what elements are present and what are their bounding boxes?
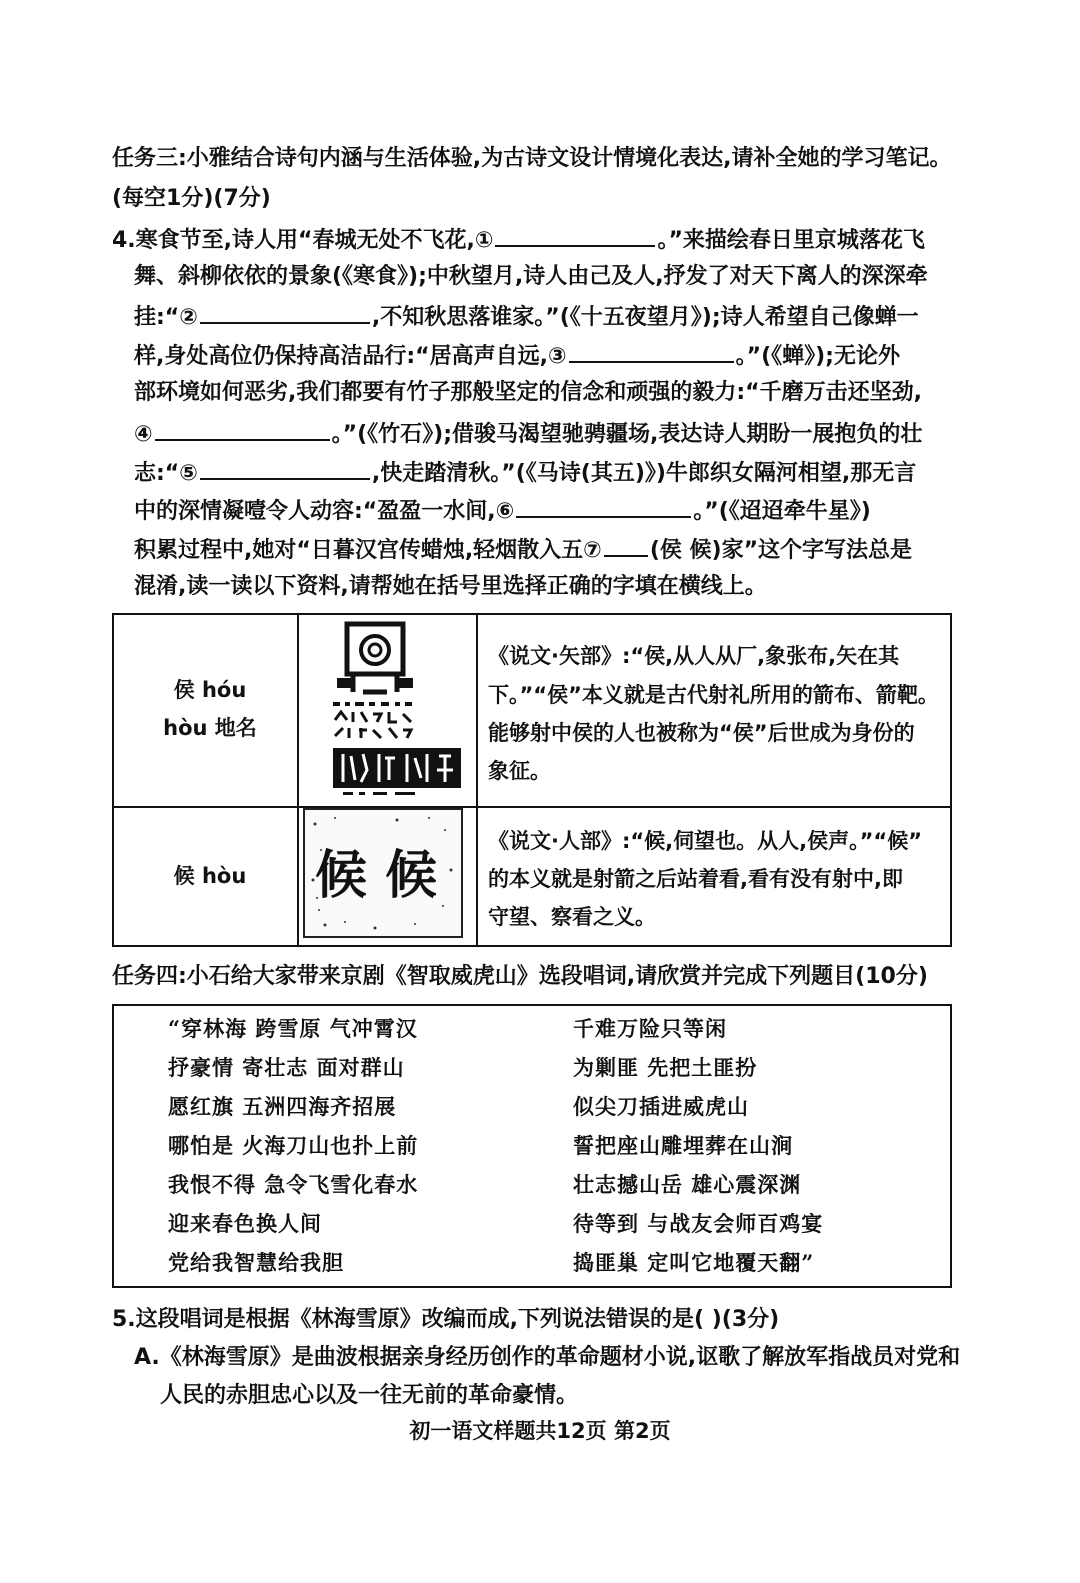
answer-blank-1[interactable] [495, 223, 655, 247]
q4-line2: 舞、斜柳依依的景象(《寒食》);中秋望月,诗人由己及人,抒发了对天下离人的深深牵 [134, 264, 928, 289]
lyric-right-line: 誓把座山雕埋葬在山涧 [573, 1133, 793, 1158]
q4-text: 样,身处高位仍保持高洁品行:“居高声自远,③ [134, 344, 567, 369]
q4-line10: 混淆,读一读以下资料,请帮她在括号里选择正确的字填在横线上。 [134, 574, 767, 599]
lyric-left-line: 抒豪情 寄壮志 面对群山 [168, 1055, 405, 1080]
q4-line8 [134, 494, 871, 527]
answer-blank-2[interactable] [200, 300, 370, 324]
row2-text-line: 守望、察看之义。 [488, 905, 656, 929]
q4-line4 [134, 339, 900, 372]
q4-line7 [134, 456, 916, 489]
lyric-left-line: 党给我智慧给我胆 [168, 1250, 344, 1275]
row1-char-reading: hòu 地名 [163, 716, 257, 740]
q4-text: 志:“⑤ [134, 461, 198, 486]
task4-title: 任务四:小石给大家带来京剧《智取威虎山》选段唱词,请欣赏并完成下列题目(10分) [112, 964, 928, 989]
lyric-right-line: 似尖刀插进威虎山 [573, 1094, 749, 1119]
answer-blank-7[interactable] [604, 533, 648, 557]
lyric-right-line: 千难万险只等闲 [573, 1016, 727, 1041]
q4-text: 。”来描绘春日里京城落花飞 [657, 228, 925, 253]
calligraphy-glyph: 候 候 [315, 845, 438, 906]
lyric-left-line: 愿红旗 五洲四海齐招展 [168, 1094, 397, 1119]
q4-text: 挂:“② [134, 305, 198, 330]
q4-text: ,不知秋思落谁家。”(《十五夜望月》);诗人希望自己像蝉一 [371, 305, 919, 330]
calligraphy-image [303, 808, 463, 938]
ancient-script-image [303, 620, 468, 798]
task3-title-line2: (每空1分)(7分) [112, 186, 271, 211]
q4-text: (侯 候)家”这个字写法总是 [649, 538, 913, 563]
q4-line5: 部环境如何恶劣,我们都要有竹子那般坚定的信念和顽强的毅力:“千磨万击还坚劲, [134, 380, 922, 405]
q4-line1 [112, 223, 925, 256]
table-divider [297, 615, 299, 945]
q4-line9 [134, 533, 912, 566]
row1-text-line: 《说文·矢部》:“侯,从人从厂,象张布,矢在其 [488, 644, 900, 668]
q4-text: 。”(《蝉》);无论外 [735, 344, 900, 369]
answer-blank-4[interactable] [155, 417, 330, 441]
row2-char: 候 hòu [173, 864, 247, 888]
table-divider [114, 806, 950, 808]
q4-text: 。”(《迢迢牵牛星》) [693, 499, 871, 524]
q4-text: ④ [134, 422, 153, 447]
q4-line6 [134, 417, 922, 450]
q5-option-a: A.《林海雪原》是曲波根据亲身经历创作的革命题材小说,讴歌了解放军指战员对党和 [134, 1345, 961, 1370]
lyric-left-line: 哪怕是 火海刀山也扑上前 [168, 1133, 419, 1158]
q4-text: ,快走踏清秋。”(《马诗(其五)》)牛郎织女隔河相望,那无言 [371, 461, 917, 486]
q4-text: 中的深情凝噎令人动容:“盈盈一水间,⑥ [134, 499, 515, 524]
answer-blank-5[interactable] [200, 456, 370, 480]
row1-text-line: 下。”“侯”本义就是古代射礼所用的箭布、箭靶。 [488, 683, 939, 707]
row2-text-line: 的本义就是射箭之后站着看,看有没有射中,即 [488, 867, 903, 891]
table-divider [476, 615, 478, 945]
lyric-left-line: “穿林海 跨雪原 气冲霄汉 [168, 1016, 418, 1041]
lyric-right-line: 壮志撼山岳 雄心震深渊 [573, 1172, 802, 1197]
lyric-right-line: 待等到 与战友会师百鸡宴 [573, 1211, 824, 1236]
q5-stem: 5.这段唱词是根据《林海雪原》改编而成,下列说法错误的是( )(3分) [112, 1307, 780, 1332]
task3-title-line1: 任务三:小雅结合诗句内涵与生活体验,为古诗文设计情境化表达,请补全她的学习笔记。 [112, 146, 952, 171]
lyric-left-line: 迎来春色换人间 [168, 1211, 322, 1236]
answer-blank-6[interactable] [516, 494, 691, 518]
q4-text: 4.寒食节至,诗人用“春城无处不飞花,① [112, 228, 494, 253]
page-footer: 初一语文样题共12页 第2页 [409, 1419, 671, 1443]
lyric-left-line: 我恨不得 急令飞雪化春水 [168, 1172, 419, 1197]
row2-text-line: 《说文·人部》:“候,伺望也。从人,侯声。”“候” [488, 829, 923, 853]
q4-text: 。”(《竹石》);借骏马渴望驰骋疆场,表达诗人期盼一展抱负的壮 [331, 422, 923, 447]
q5-option-a-cont: 人民的赤胆忠心以及一往无前的革命豪情。 [160, 1383, 579, 1408]
lyric-right-line: 捣匪巢 定叫它地覆天翻” [573, 1250, 815, 1275]
q4-line3 [134, 300, 919, 333]
answer-blank-3[interactable] [569, 339, 734, 363]
q4-text: 积累过程中,她对“日暮汉宫传蜡烛,轻烟散入五⑦ [134, 538, 602, 563]
row1-text-line: 能够射中侯的人也被称为“侯”后世成为身份的 [488, 721, 915, 745]
lyric-right-line: 为剿匪 先把土匪扮 [573, 1055, 758, 1080]
row1-char: 侯 hóu [173, 678, 247, 702]
row1-text-line: 象征。 [488, 759, 551, 783]
